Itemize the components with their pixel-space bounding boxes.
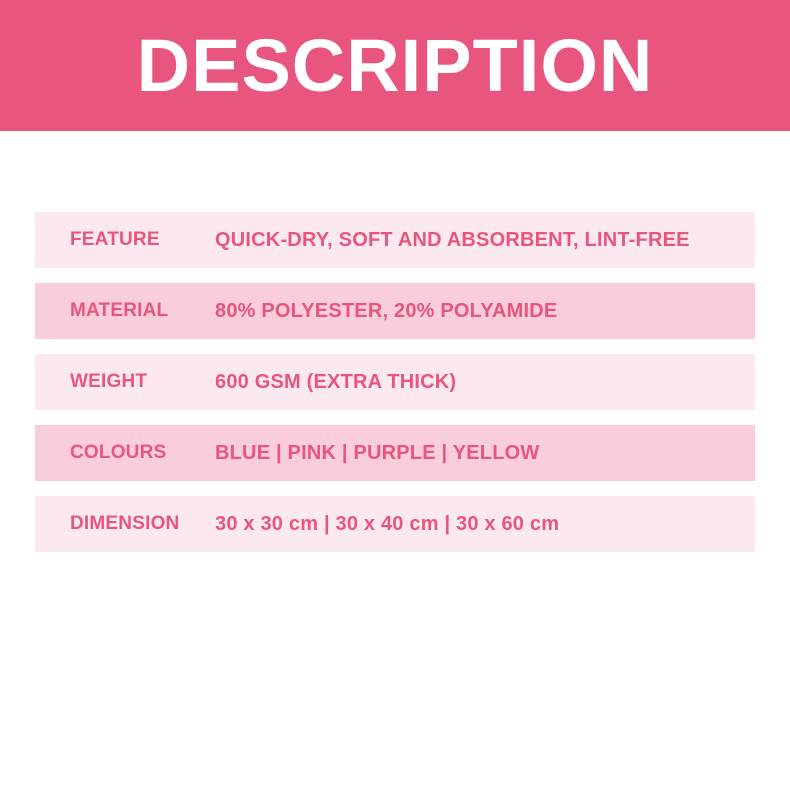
page-title: DESCRIPTION <box>136 23 654 107</box>
row-label: MATERIAL <box>70 300 169 321</box>
table-row <box>35 496 755 552</box>
specification-table <box>35 212 755 567</box>
row-label: COLOURS <box>70 442 167 463</box>
table-row <box>35 212 755 268</box>
table-row <box>35 354 755 410</box>
row-label: DIMENSION <box>70 513 180 534</box>
header-banner <box>0 0 790 131</box>
row-value: 30 x 30 cm | 30 x 40 cm | 30 x 60 cm <box>215 512 560 535</box>
row-label: FEATURE <box>70 229 160 250</box>
table-row <box>35 425 755 481</box>
row-value: BLUE | PINK | PURPLE | YELLOW <box>215 441 540 464</box>
row-label: WEIGHT <box>70 371 148 392</box>
row-value: QUICK-DRY, SOFT AND ABSORBENT, LINT-FREE <box>215 228 690 251</box>
row-value: 600 GSM (EXTRA THICK) <box>215 370 457 393</box>
row-value: 80% POLYESTER, 20% POLYAMIDE <box>215 299 558 322</box>
table-row <box>35 283 755 339</box>
